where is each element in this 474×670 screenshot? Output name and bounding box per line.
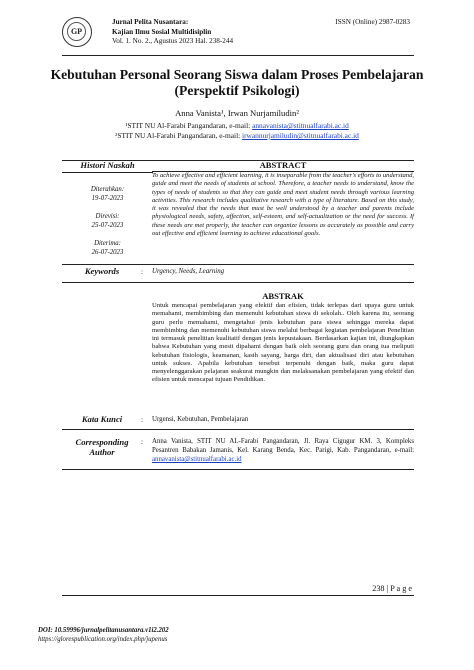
kata-kunci-text: Urgensi, Kebutuhan, Pembelajaran <box>152 416 249 423</box>
journal-logo <box>62 17 92 47</box>
keywords-label: Keywords <box>84 266 120 276</box>
author-names: Anna Vanista¹, Irwan Nurjamiludin² <box>175 108 299 118</box>
corresponding-bottom-rule <box>62 469 414 470</box>
abstrak-title: ABSTRAK <box>262 291 304 301</box>
corresponding-email-link[interactable]: annavanista@stitnualfarabi.ac.id <box>152 456 242 463</box>
history-label: Histori Naskah <box>80 160 135 170</box>
accepted-date: 26-07-2023 <box>91 248 124 256</box>
keywords-bottom-rule <box>62 282 414 283</box>
page-number: 238 | P a g e <box>372 584 412 593</box>
kata-kunci-bottom-rule <box>62 429 414 430</box>
revised-date: 25-07-2023 <box>91 221 124 229</box>
corresponding-label-line2: Author <box>89 447 115 457</box>
affiliation-1-text: ¹STIT NU Al-Farabi Pangandaran, e-mail: <box>125 121 253 130</box>
corresponding-author-label <box>62 437 142 457</box>
header-divider <box>62 55 414 56</box>
revised-block <box>62 213 153 230</box>
footer-url[interactable]: https://glorespublication.org/index.php/jupenus <box>38 636 168 643</box>
journal-subtitle: Kajian Ilmu Sosial Multidisiplin <box>112 27 212 36</box>
abstract-text: To achieve effective and efficient learning, it is inseparable from the teacher's efforts to understand, guide and meet the needs of students at school. Therefore, a teacher needs to understand, know the types of needs of students so that they can guide and meet student needs through various learning activities. This research includes qualitative research with a type of literature. Based on this study, it was revealed that the needs that must be well understood by a teacher and parents include physiological needs, safety, affection, self-esteem, and self-actualization or the need for success. If these needs are met properly, the teacher can organize lessons as accurately as possible and carry out effective and efficient learning to achieve educational goals. <box>152 172 414 238</box>
corresponding-colon: : <box>141 438 143 446</box>
revised-label: Direvisi: <box>95 213 120 220</box>
accepted-label: Diterima: <box>94 240 121 247</box>
accepted-block <box>62 240 153 257</box>
paper-title <box>40 67 434 99</box>
abstrak-text: Untuk mencapai pembelajaran yang efektif dan efisien, tidak terlepas dari upaya guru untuk memahami, membimbing dan memenuhi kebutuhan siswa di sekolah.. Oleh karena itu, seorang guru perlu memahami, mengetahui jenis kebutuhan para siswa sehingga mereka dapat membimbing dan memenuhi kebutuhan siswa melalui berbagai kegiatan pembelajaran Penelitian ini termasuk penelitian kualitatif dengan jenis kepustakaan. Berdasarkan kajian ini, diungkapkan bahwa Kebutuhan yang mesti dipahami dengan baik oleh seorang guru dan orang tua meliputi kebutuhan fisiologis, keamanan, kasih sayang, harga diri, dan aktualisasi diri atau kebutuhan untuk sukses. Apabila kebutuhan tersebut terpenuhi dengan baik, maka guru dapat menyelenggarakan pelajaran seakurat mungkin dan melaksanakan pembelajaran yang efektif dan efisien untuk mencapai tujuan Pendidikan. <box>152 302 414 384</box>
page-footer-rule <box>62 595 414 596</box>
affiliation-1-email-link[interactable]: annavanista@stitnualfarabi.ac.id <box>252 121 349 130</box>
keywords-colon: : <box>141 268 143 276</box>
abstract-bottom-rule <box>62 264 414 265</box>
issn: ISSN (Online) 2987-0283 <box>335 18 410 26</box>
corresponding-address: Anna Vanista, STIT NU AL-Farabi Pangandaran, Jl. Raya Cigugur KM. 3, Kompleks Pesantren Babakan Jamanis, Kel. Karang Benda, Kec. Parigi, Kab. Pangandaran, e-mail: <box>152 438 414 454</box>
corresponding-author-text <box>152 437 414 464</box>
paper-title-line1: Kebutuhan Personal Seorang Siswa dalam Proses Pembelajaran <box>50 67 424 82</box>
affiliation-2-text: ²STIT NU Al-Farabi Pangandaran, e-mail: <box>115 131 243 140</box>
footer <box>38 626 169 644</box>
kata-kunci-colon: : <box>141 416 143 424</box>
affiliation-2-email-link[interactable]: irwannurjamiludin@stitnualfarabi.ac.id <box>242 131 359 140</box>
corresponding-label-line1: Corresponding <box>75 437 129 447</box>
keywords-text: Urgency, Needs, Learning <box>152 268 225 275</box>
received-block <box>62 186 153 203</box>
received-date: 19-07-2023 <box>91 194 124 202</box>
volume-info: Vol. 1. No. 2., Agustus 2023 Hal. 238-244 <box>112 37 234 46</box>
abstract-title: ABSTRACT <box>259 160 307 170</box>
journal-name: Jurnal Pelita Nusantara: <box>112 18 189 26</box>
affiliation-1 <box>40 121 434 130</box>
kata-kunci-label: Kata Kunci <box>81 414 123 424</box>
journal-header <box>112 18 233 47</box>
affiliation-2 <box>40 131 434 140</box>
received-label: Diterahkan: <box>90 186 125 193</box>
footer-doi[interactable]: DOI: 10.59996/jurnalpelitanusantara.v1i2.202 <box>38 627 169 634</box>
paper-title-line2: (Perspektif Psikologi) <box>174 83 300 98</box>
journal-logo-mark: GP <box>67 22 86 41</box>
